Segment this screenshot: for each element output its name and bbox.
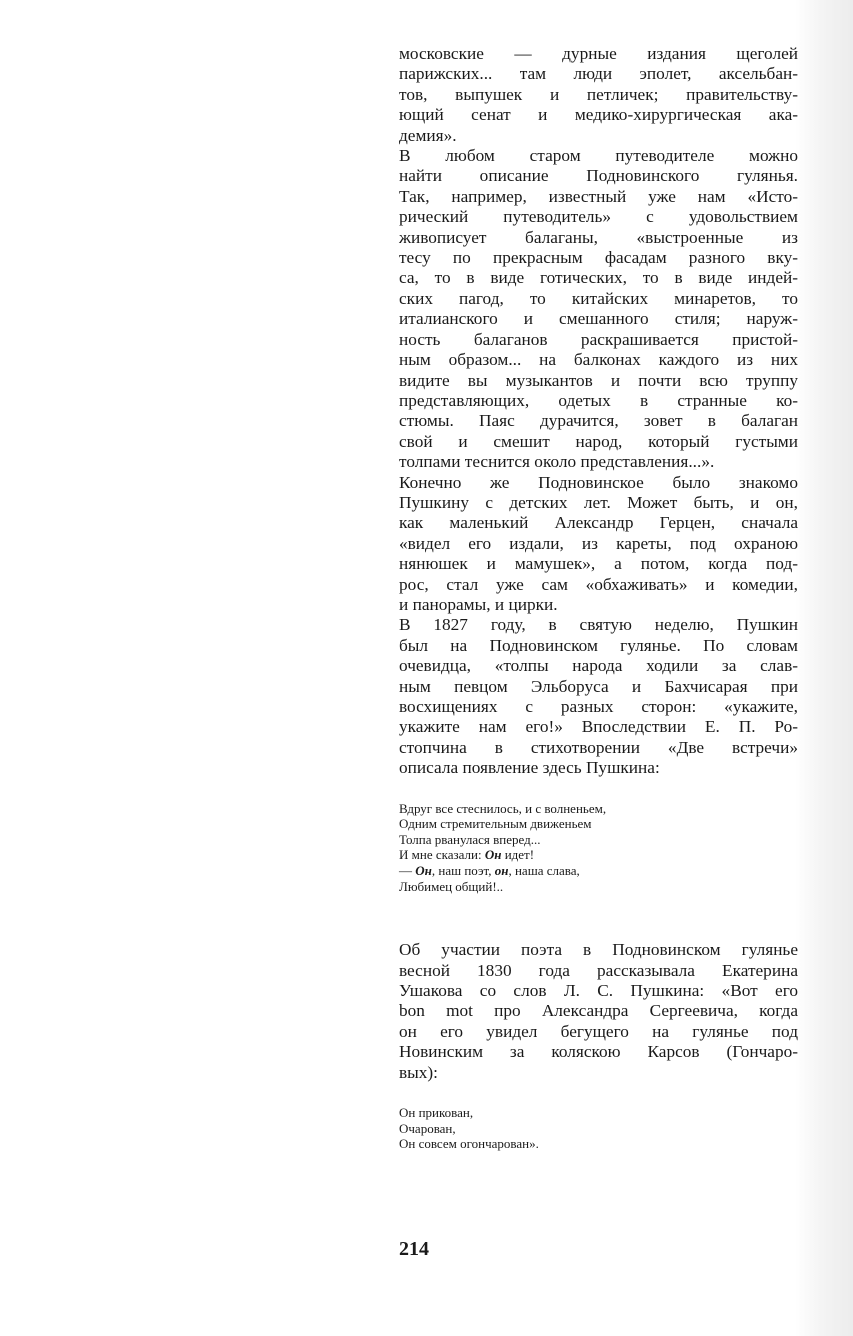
text-line: ность балаганов раскрашивается пристой- [399, 329, 798, 349]
text-line: ным певцом Эльборуса и Бахчисарая при [399, 676, 798, 696]
verse-quote-ogoncharovan [399, 1105, 798, 1152]
text-line: нянюшек и мамушек», а потом, когда под- [399, 554, 798, 574]
verse-text: идет! [501, 847, 535, 863]
page-number: 214 [399, 1238, 429, 1260]
text-line: представляющих, одетых в странные ко- [399, 390, 798, 410]
text-column [399, 44, 798, 1152]
verse-line [399, 863, 798, 879]
text-line: «видел его издали, из кареты, под охраною [399, 533, 798, 553]
text-line: московские — дурные издания щеголей [399, 44, 798, 63]
text-line: укажите нам его!» Впоследствии Е. П. Ро- [399, 717, 798, 737]
verse-emphasis: он [494, 863, 509, 878]
text-line: живописует балаганы, «выстроенные из [399, 227, 798, 247]
text-line: он его увидел бегущего на гулянье под [399, 1021, 798, 1041]
text-line: Об участии поэта в Подновинском гулянье [399, 940, 798, 960]
text-line: демия». [399, 125, 457, 145]
verse-emphasis: Он [484, 847, 502, 863]
text-line: Ушакова со слов Л. С. Пушкина: «Вот его [399, 981, 798, 1000]
text-line: весной 1830 года рассказывала Екатерина [399, 960, 798, 980]
text-line: рос, стал уже сам «обхаживать» и комедии, [399, 574, 798, 594]
verse-text: , наша слава, [508, 863, 580, 878]
text-line: ющий сенат и медико-хирургическая ака- [399, 105, 798, 125]
verse-text: , наш поэт, [431, 863, 495, 878]
text-line: найти описание Подновинского гулянья. [399, 166, 798, 186]
text-line: описала появление здесь Пушкина: [399, 758, 660, 778]
paragraph-3 [399, 473, 798, 616]
text-line: bon mot про Александра Сергеевича, когда [399, 1001, 798, 1021]
paragraph-5 [399, 940, 798, 1083]
text-line: италианского и смешанного стиля; наруж- [399, 309, 798, 329]
text-line: и панорамы, и цирки. [399, 594, 558, 614]
paragraph-4 [399, 615, 798, 778]
verse-line: Он совсем огончарован». [399, 1136, 539, 1152]
text-line: В любом старом путеводителе можно [399, 146, 798, 166]
text-line: ным образом... на балконах каждого из них [399, 350, 798, 370]
text-line: Конечно же Подновинское было знакомо [399, 472, 798, 492]
text-line: очевидца, «толпы народа ходили за слав- [399, 656, 798, 676]
text-line: Так, например, известный уже нам «Исто- [399, 186, 798, 206]
text-line: вых): [399, 1062, 438, 1082]
text-line: свой и смешит народ, который густыми [399, 431, 798, 451]
verse-line [399, 847, 798, 863]
verse-line: Одним стремительным движеньем [399, 816, 592, 832]
page-edge-shadow [795, 0, 853, 1336]
text-line: стюмы. Паяс дурачится, зовет в балаган [399, 411, 798, 431]
verse-line: Очарован, [399, 1120, 456, 1136]
text-line: Новинским за коляскою Карсов (Гончаро- [399, 1042, 798, 1062]
paragraph-1 [399, 44, 798, 146]
text-line: как маленький Александр Герцен, сначала [399, 513, 798, 533]
text-line: тов, выпушек и петличек; правительству- [399, 84, 798, 104]
paragraph-2 [399, 146, 798, 473]
text-line: видите вы музыкантов и почти всю труппу [399, 370, 798, 390]
text-line: са, то в виде готических, то в виде индей- [399, 268, 798, 288]
text-line: В 1827 году, в святую неделю, Пушкин [399, 615, 798, 635]
text-line: стопчина в стихотворении «Две встречи» [399, 737, 798, 757]
text-line: Пушкину с детских лет. Может быть, и он, [399, 492, 798, 512]
verse-text: И мне сказали: [399, 847, 485, 863]
text-line: толпами теснится около представления...». [399, 452, 715, 472]
verse-emphasis: Он [415, 863, 432, 878]
text-line: парижских... там люди эполет, аксельбан- [399, 64, 798, 84]
text-line: был на Подновинском гулянье. По словам [399, 635, 798, 655]
text-line: рический путеводитель» с удовольствием [399, 207, 798, 227]
verse-text: — [399, 863, 416, 878]
text-line: тесу по прекрасным фасадам разного вку- [399, 248, 798, 268]
verse-quote-rostopchina [399, 801, 798, 895]
verse-line: Вдруг все стеснилось, и с волненьем, [399, 800, 607, 816]
verse-line: Толпа рванулася вперед... [399, 831, 541, 847]
verse-line: Любимец общий!.. [399, 878, 504, 894]
verse-line: Он прикован, [399, 1105, 474, 1121]
text-line: восхищениях с разных сторон: «укажите, [399, 697, 798, 716]
text-line: ских пагод, то китайских минаретов, то [399, 288, 798, 308]
